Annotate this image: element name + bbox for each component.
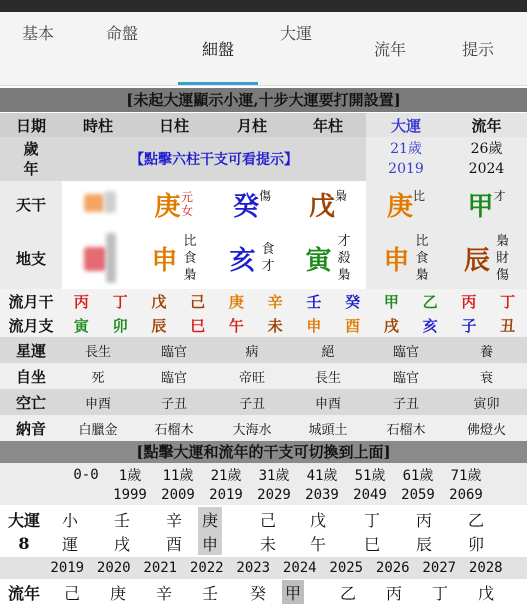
flow-month-stem[interactable]: 戊 <box>151 292 167 311</box>
luck-age: 1歲 <box>118 468 142 484</box>
flow-month-branch[interactable]: 午 <box>228 316 244 335</box>
flow-year-stem[interactable]: 乙 <box>339 583 356 603</box>
luck-branch[interactable]: 未 <box>259 534 276 554</box>
luck-stem-cell[interactable] <box>366 181 446 227</box>
luck-year: 2049 <box>353 487 387 503</box>
header-year: 年柱 <box>290 113 366 137</box>
void-row-hour: 申酉 <box>62 389 134 415</box>
status-bar <box>0 0 527 12</box>
luck-row-count: 8 <box>18 533 30 553</box>
luck-age: 21歲 <box>210 468 242 484</box>
void-row-label: 空亡 <box>0 389 62 415</box>
hour-stem-cell[interactable] <box>62 181 134 227</box>
month-stem-god: 傷 <box>259 189 272 203</box>
self-row-year: 長生 <box>290 363 366 389</box>
luck-year: 2069 <box>449 487 483 503</box>
year-branch-cell[interactable]: 寅 才 殺 梟 <box>290 227 366 289</box>
nayin-row-day: 石榴木 <box>134 415 214 441</box>
tab-detail[interactable]: 細盤 <box>201 40 234 59</box>
flow-month-branch[interactable]: 申 <box>306 316 322 335</box>
luck-age: 0-0 <box>73 467 99 483</box>
switch-notice: [點擊大運和流年的干支可切換到上面] <box>0 441 527 463</box>
blurred-hour-branch <box>84 247 106 271</box>
month-stem: 癸 <box>232 191 259 222</box>
branch-row-label: 地支 <box>0 227 62 289</box>
flow-month-branch[interactable]: 未 <box>267 316 283 335</box>
day-stem-cell[interactable] <box>134 181 214 227</box>
day-stem: 庚 <box>154 191 181 222</box>
flow-year: 2020 <box>96 560 131 576</box>
flow-year-stem[interactable]: 辛 <box>155 583 172 603</box>
flow-month-branch[interactable]: 酉 <box>345 316 361 335</box>
flow-month-stem[interactable]: 丙 <box>461 292 477 311</box>
luck-age: 11歲 <box>162 468 194 484</box>
day-branch-cell[interactable]: 申 比 食 梟 <box>134 227 214 289</box>
tab-bar <box>0 12 527 86</box>
luck-age: 71歲 <box>450 468 482 484</box>
flow-year-stem[interactable]: 壬 <box>201 583 218 603</box>
nayin-row-luck: 石榴木 <box>366 415 446 441</box>
self-row-day: 臨官 <box>134 363 214 389</box>
settings-notice[interactable]: [未起大運顯示小運,十步大運要打開設置] <box>0 88 527 112</box>
flow-year-stem[interactable]: 甲 <box>282 580 304 604</box>
void-row-day: 子丑 <box>134 389 214 415</box>
header-luck: 大運 <box>366 113 446 137</box>
flow-month-stem[interactable]: 癸 <box>345 292 361 311</box>
hour-branch-cell[interactable] <box>62 227 134 289</box>
flow-year-stem[interactable]: 癸 <box>249 583 266 603</box>
luck-stem[interactable]: 辛 <box>165 510 182 530</box>
flow-month-stem-label: 流月干 <box>8 292 54 311</box>
flow-month-stem[interactable]: 丁 <box>112 292 128 311</box>
month-branch-cell[interactable]: 亥 食 才 <box>214 227 290 289</box>
flow-branch: 辰 <box>463 245 490 276</box>
header-date: 日期 <box>0 113 62 137</box>
luck-branch[interactable]: 酉 <box>165 534 182 554</box>
flow-year: 2027 <box>422 560 457 576</box>
flow-year-stem[interactable]: 庚 <box>109 583 126 603</box>
luck-branch[interactable]: 戌 <box>113 534 130 554</box>
luck-year: 2029 <box>257 487 291 503</box>
blurred-hour-stem <box>84 194 104 212</box>
flow-month-branch-label: 流月支 <box>8 316 54 335</box>
header-flow: 流年 <box>446 113 527 137</box>
flow-year: 2025 <box>329 560 364 576</box>
flow-year: 2021 <box>143 560 178 576</box>
tab-chart[interactable]: 命盤 <box>105 24 138 43</box>
luck-age: 61歲 <box>402 468 434 484</box>
luck-stem[interactable]: 小 <box>61 510 78 530</box>
luck-year: 2039 <box>305 487 339 503</box>
luck-branch: 申 <box>383 245 410 276</box>
luck-stem[interactable]: 乙 <box>467 510 484 530</box>
flow-year-stem[interactable]: 丙 <box>385 583 402 603</box>
active-tab-indicator <box>178 82 258 85</box>
luck-stem[interactable]: 壬 <box>113 510 130 530</box>
stem-row-label: 天干 <box>0 181 62 227</box>
flow-month-branch[interactable]: 辰 <box>151 316 167 335</box>
star-row-flow: 養 <box>446 337 527 363</box>
header-hour: 時柱 <box>62 113 134 137</box>
luck-age: 41歲 <box>306 468 338 484</box>
year-stem-god: 梟 <box>335 189 348 203</box>
self-row-month: 帝旺 <box>214 363 290 389</box>
month-stem-cell[interactable] <box>214 181 290 227</box>
star-row-label: 星運 <box>0 337 62 363</box>
luck-branch-cell[interactable]: 申 比 食 梟 <box>366 227 446 289</box>
luck-branch[interactable]: 申 <box>198 531 222 555</box>
flow-year: 2024 <box>282 560 317 576</box>
flow-year-stem[interactable]: 戊 <box>477 583 494 603</box>
luck-stem[interactable]: 丙 <box>415 510 432 530</box>
tab-basic[interactable]: 基本 <box>21 24 54 43</box>
flow-month-branch[interactable]: 戌 <box>383 316 399 335</box>
month-branch: 亥 <box>229 245 256 276</box>
flow-branch-cell[interactable]: 辰 梟 財 傷 <box>446 227 527 289</box>
luck-age: 51歲 <box>354 468 386 484</box>
flow-month-stem[interactable]: 辛 <box>267 292 283 311</box>
flow-month-stem[interactable]: 丁 <box>500 292 516 311</box>
flow-year-stem[interactable]: 丁 <box>431 583 448 603</box>
flow-year: 2026 <box>375 560 410 576</box>
luck-stem[interactable]: 庚 <box>198 507 222 531</box>
flow-month-branch[interactable]: 丑 <box>500 316 516 335</box>
tab-flow-year[interactable]: 流年 <box>373 40 406 59</box>
self-row-flow: 衰 <box>446 363 527 389</box>
flow-month-branch[interactable]: 巳 <box>190 316 206 335</box>
flow-month-stem[interactable]: 丙 <box>73 292 89 311</box>
flow-year-stem[interactable]: 己 <box>63 583 80 603</box>
luck-stem[interactable]: 己 <box>259 510 276 530</box>
year-stem: 戊 <box>308 191 335 222</box>
luck-age-cell: 21歲 2019 <box>366 137 446 181</box>
flow-month-branch[interactable]: 寅 <box>73 316 89 335</box>
star-row-luck: 臨官 <box>366 337 446 363</box>
luck-branch[interactable]: 辰 <box>415 534 432 554</box>
self-row-label: 自坐 <box>0 363 62 389</box>
luck-branch[interactable]: 巳 <box>363 534 380 554</box>
flow-month-stem[interactable]: 庚 <box>228 292 244 311</box>
star-row-hour: 長生 <box>62 337 134 363</box>
flow-month-branch[interactable]: 卯 <box>112 316 128 335</box>
pillar-hint[interactable]: 【點擊六柱干支可看提示】 <box>62 137 366 181</box>
star-row-month: 病 <box>214 337 290 363</box>
luck-year: 2059 <box>401 487 435 503</box>
star-row-day: 臨官 <box>134 337 214 363</box>
void-row-year: 申酉 <box>290 389 366 415</box>
luck-branch[interactable]: 運 <box>61 534 78 554</box>
self-row-hour: 死 <box>62 363 134 389</box>
luck-stem[interactable]: 戊 <box>309 510 326 530</box>
flow-month-stem[interactable]: 乙 <box>422 292 438 311</box>
flow-month-branch[interactable]: 子 <box>461 316 477 335</box>
luck-year: 2019 <box>209 487 243 503</box>
luck-stem: 庚 <box>386 191 413 222</box>
tab-luck[interactable]: 大運 <box>279 24 312 43</box>
flow-month-stem[interactable]: 甲 <box>383 292 399 311</box>
age-row-label: 歲年 <box>0 137 62 181</box>
nayin-row-year: 城頭土 <box>290 415 366 441</box>
flow-year: 2022 <box>189 560 224 576</box>
nayin-row-month: 大海水 <box>214 415 290 441</box>
flow-month-stem[interactable]: 己 <box>190 292 206 311</box>
self-row-luck: 臨官 <box>366 363 446 389</box>
nayin-row-label: 納音 <box>0 415 62 441</box>
year-stem-cell[interactable] <box>290 181 366 227</box>
luck-branch[interactable]: 午 <box>309 534 326 554</box>
flow-month-branch[interactable]: 亥 <box>422 316 438 335</box>
void-row-month: 子丑 <box>214 389 290 415</box>
luck-year <box>62 485 110 505</box>
luck-year: 1999 <box>113 487 147 503</box>
luck-stem[interactable]: 丁 <box>363 510 380 530</box>
luck-row-label: 大運 <box>7 510 40 530</box>
flow-row-label: 流年 <box>7 583 40 603</box>
luck-year: 2009 <box>161 487 195 503</box>
flow-year: 2019 <box>50 560 85 576</box>
nayin-row-flow: 佛燈火 <box>446 415 527 441</box>
flow-stem: 甲 <box>467 191 494 222</box>
nayin-row-hour: 白臘金 <box>62 415 134 441</box>
tab-hints[interactable]: 提示 <box>461 40 494 59</box>
flow-year: 2023 <box>236 560 271 576</box>
flow-stem-cell[interactable] <box>446 181 527 227</box>
flow-month-stem[interactable]: 壬 <box>306 292 322 311</box>
year-branch: 寅 <box>305 245 332 276</box>
star-row-year: 絕 <box>290 337 366 363</box>
flow-age-cell: 26歲 2024 <box>446 137 527 181</box>
luck-stem-god: 比 <box>413 189 426 203</box>
void-row-luck: 子丑 <box>366 389 446 415</box>
flow-stem-god: 才 <box>493 189 506 203</box>
day-branch: 申 <box>151 245 178 276</box>
void-row-flow: 寅卯 <box>446 389 527 415</box>
flow-year: 2028 <box>468 560 503 576</box>
luck-age: 31歲 <box>258 468 290 484</box>
header-month: 月柱 <box>214 113 290 137</box>
luck-branch[interactable]: 卯 <box>467 534 484 554</box>
day-stem-god: 元女 <box>180 190 193 218</box>
header-day: 日柱 <box>134 113 214 137</box>
